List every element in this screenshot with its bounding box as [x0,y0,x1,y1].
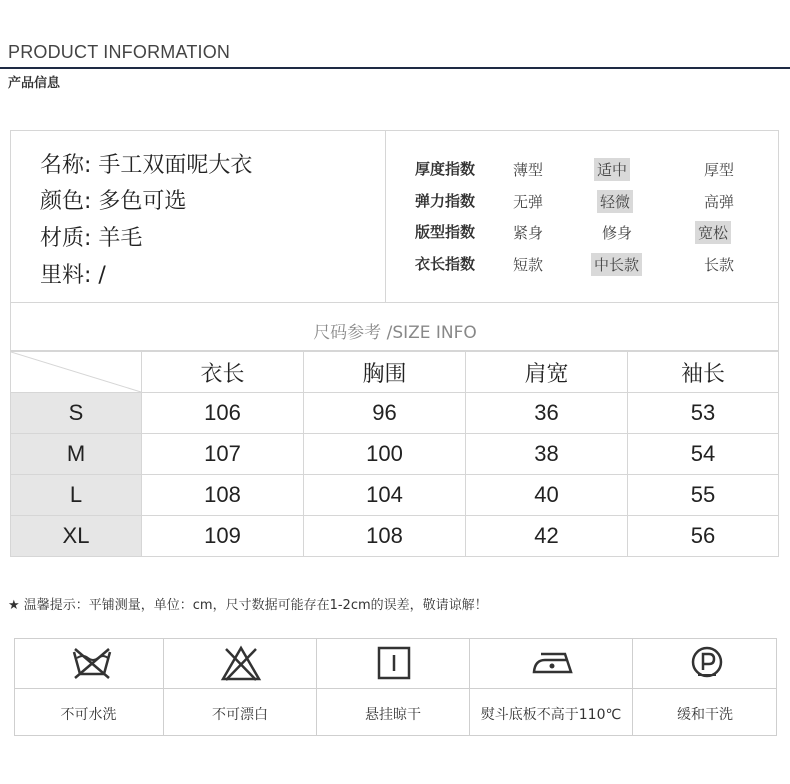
table-cell: 104 [304,475,466,516]
care-divider [14,688,777,689]
index-option: 厚型 [704,161,735,179]
care-label-no-bleach: 不可漂白 [212,707,268,723]
size-table-header-row [11,352,779,393]
index-option: 短款 [513,256,544,274]
table-row [11,393,779,434]
index-label-thickness: 厚度指数 [415,160,476,178]
table-row [11,434,779,475]
table-cell: 107 [142,434,304,475]
column-header-shoulder: 肩宽 [466,352,628,393]
table-cell: 109 [142,516,304,557]
info-lining: 里料: / [40,263,106,288]
measurement-tip: ★ 温馨提示：平铺测量，单位：cm，尺寸数据可能存在1-2cm的误差，敬请谅解！ [8,598,488,613]
index-option: 修身 [602,224,633,242]
index-label-elasticity: 弹力指数 [415,192,476,210]
size-label: L [11,475,142,516]
size-table [10,351,779,557]
index-label-fit: 版型指数 [415,223,476,241]
table-row [11,475,779,516]
table-cell: 55 [628,475,779,516]
table-cell: 100 [304,434,466,475]
table-cell: 106 [142,393,304,434]
table-row [11,516,779,557]
table-cell: 42 [466,516,628,557]
size-label: M [11,434,142,475]
care-label-no-wash: 不可水洗 [60,707,117,723]
table-cell: 108 [142,475,304,516]
table-cell: 54 [628,434,779,475]
iron-icon [531,648,575,678]
index-option: 长款 [704,256,735,274]
table-cell: 56 [628,516,779,557]
index-option: 无弹 [513,193,544,211]
index-option: 高弹 [704,193,735,211]
no-bleach-icon [220,645,262,683]
table-cell: 38 [466,434,628,475]
info-divider [385,130,386,303]
size-label: XL [11,516,142,557]
dry-clean-icon [690,645,724,679]
header-title-cn: 产品信息 [8,76,61,91]
index-option-selected: 适中 [594,158,630,181]
info-color: 颜色: 多色可选 [40,189,187,214]
header-divider [0,67,790,69]
table-cell: 108 [304,516,466,557]
info-material: 材质: 羊毛 [40,226,143,251]
index-option-selected: 轻微 [597,190,633,213]
column-header-sleeve: 袖长 [628,352,779,393]
table-corner-cell [11,352,142,393]
index-option-selected: 中长款 [591,253,642,276]
care-label-hang-dry: 悬挂晾干 [365,707,421,723]
index-option: 薄型 [513,161,544,179]
column-header-length: 衣长 [142,352,304,393]
column-header-chest: 胸围 [304,352,466,393]
info-name: 名称: 手工双面呢大衣 [40,153,253,178]
table-cell: 36 [466,393,628,434]
index-label-length: 衣长指数 [415,255,476,273]
hang-dry-icon [377,646,411,680]
size-info-title: 尺码参考 /SIZE INFO [313,323,477,343]
size-label: S [11,393,142,434]
care-label-iron: 熨斗底板不高于110℃ [480,707,622,723]
no-wash-icon [71,646,113,682]
table-cell: 40 [466,475,628,516]
care-label-dry-clean: 缓和干洗 [677,707,733,723]
table-cell: 53 [628,393,779,434]
index-option-selected: 宽松 [695,221,731,244]
diagonal-line [11,352,141,392]
header-title-en: PRODUCT INFORMATION [8,42,231,62]
table-cell: 96 [304,393,466,434]
index-option: 紧身 [513,224,544,242]
